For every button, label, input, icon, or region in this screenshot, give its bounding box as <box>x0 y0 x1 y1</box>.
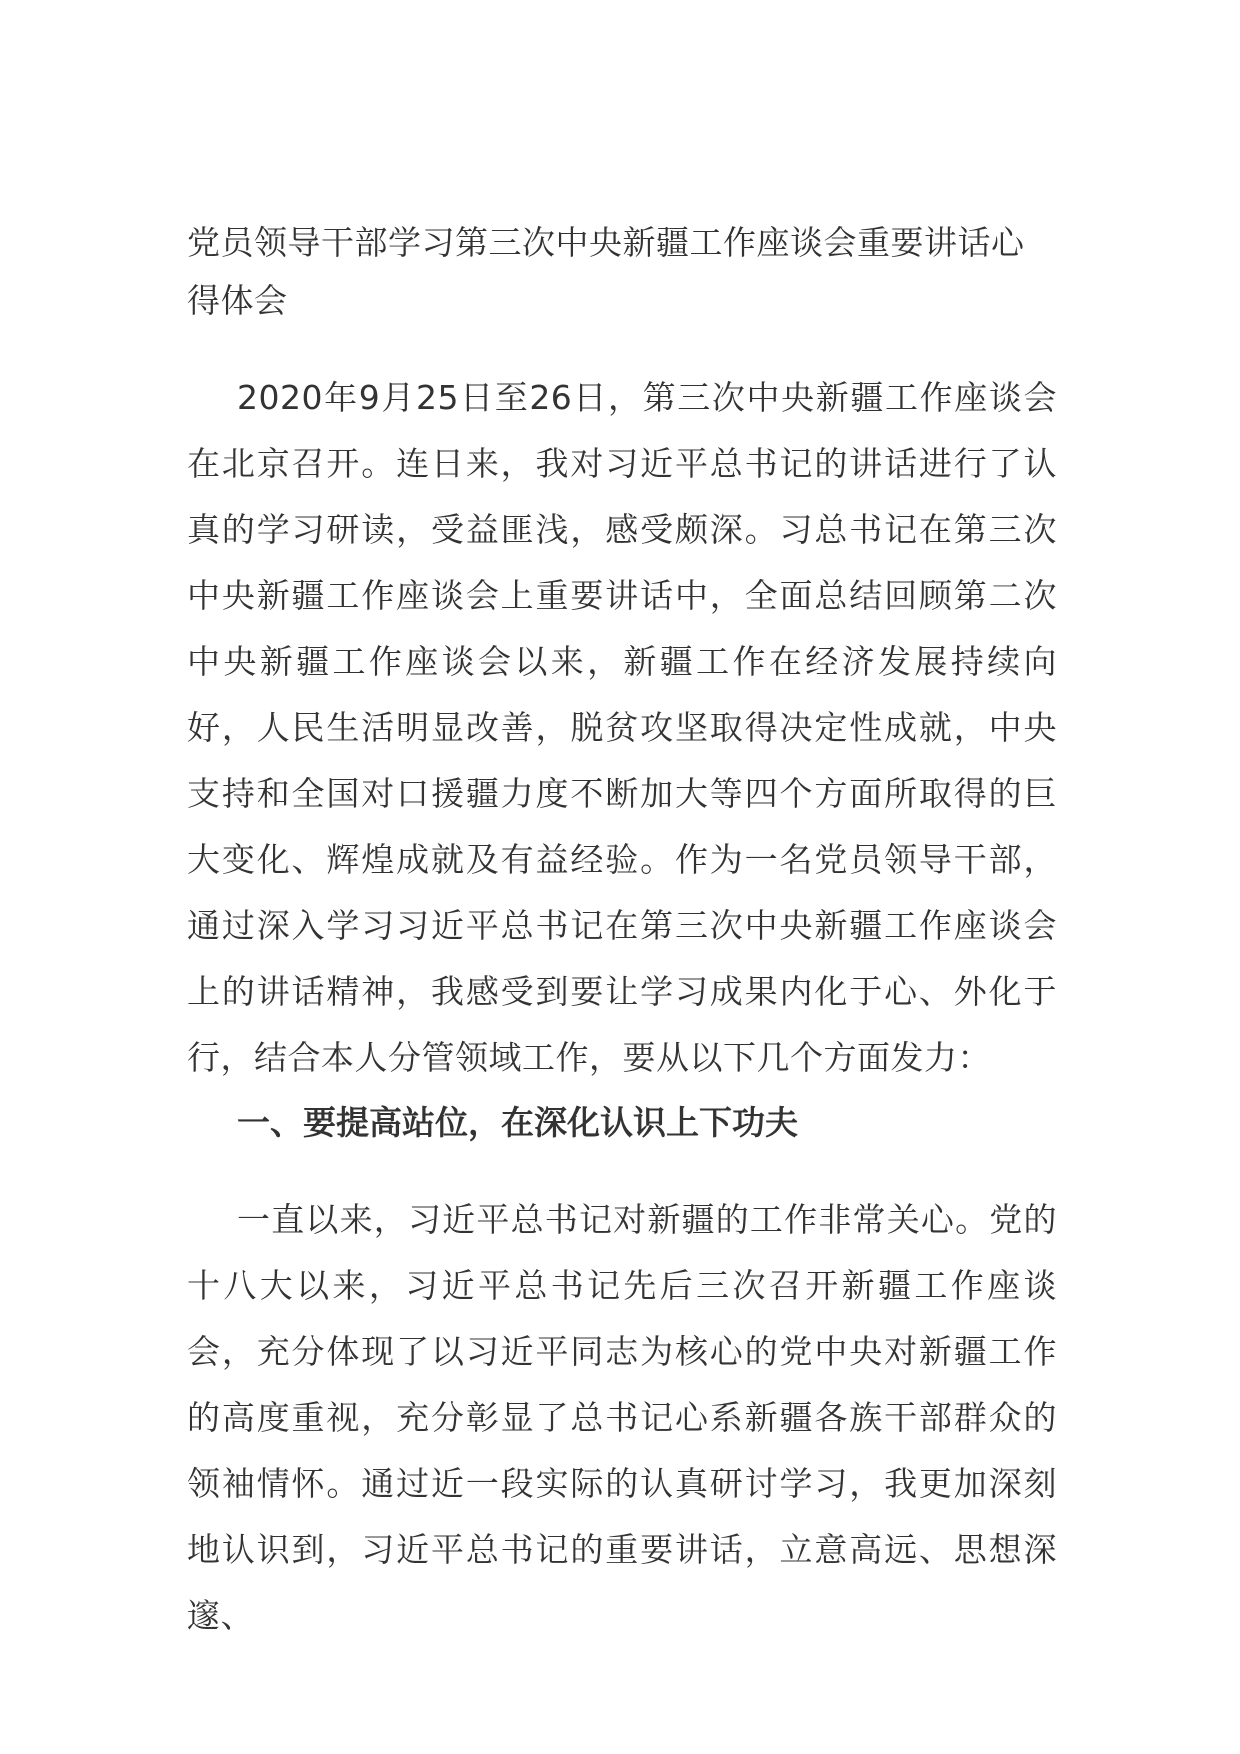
section-heading: 一、要提高站位，在深化认识上下功夫 <box>237 1104 798 1141</box>
paragraph-section-1: 一直以来，习近平总书记对新疆的工作非常关心。党的十八大以来，习近平总书记先后三次召开新疆工作座谈会，充分体现了以习近平同志为核心的党中央对新疆工作的高度重视，充分彰显了总书记心系新疆各族干部群众的领袖情怀。通过近一段实际的认真研讨学习，我更加深刻地认识到，习近平总书记的重要讲话，立意高远、思想深邃、 <box>187 1200 1057 1635</box>
document-title: 党员领导干部学习第三次中央新疆工作座谈会重要讲话心得体会 <box>187 223 1025 320</box>
paragraph-intro: 2020年9月25日至26日，第三次中央新疆工作座谈会在北京召开。连日来，我对习近平总书记的讲话进行了认真的学习研读，受益匪浅，感受颇深。习总书记在第三次中央新疆工作座谈会上重要讲话中，全面总结回顾第二次中央新疆工作座谈会以来，新疆工作在经济发展持续向好，人民生活明显改善，脱贫攻坚取得决定性成就，中央支持和全国对口援疆力度不断加大等四个方面所取得的巨大变化、辉煌成就及有益经验。作为一名党员领导干部，通过深入学习习近平总书记在第三次中央新疆工作座谈会上的讲话精神，我感受到要让学习成果内化于心、外化于行，结合本人分管领域工作，要从以下几个方面发力： <box>187 378 1057 1077</box>
document-page <box>187 0 1057 1754</box>
